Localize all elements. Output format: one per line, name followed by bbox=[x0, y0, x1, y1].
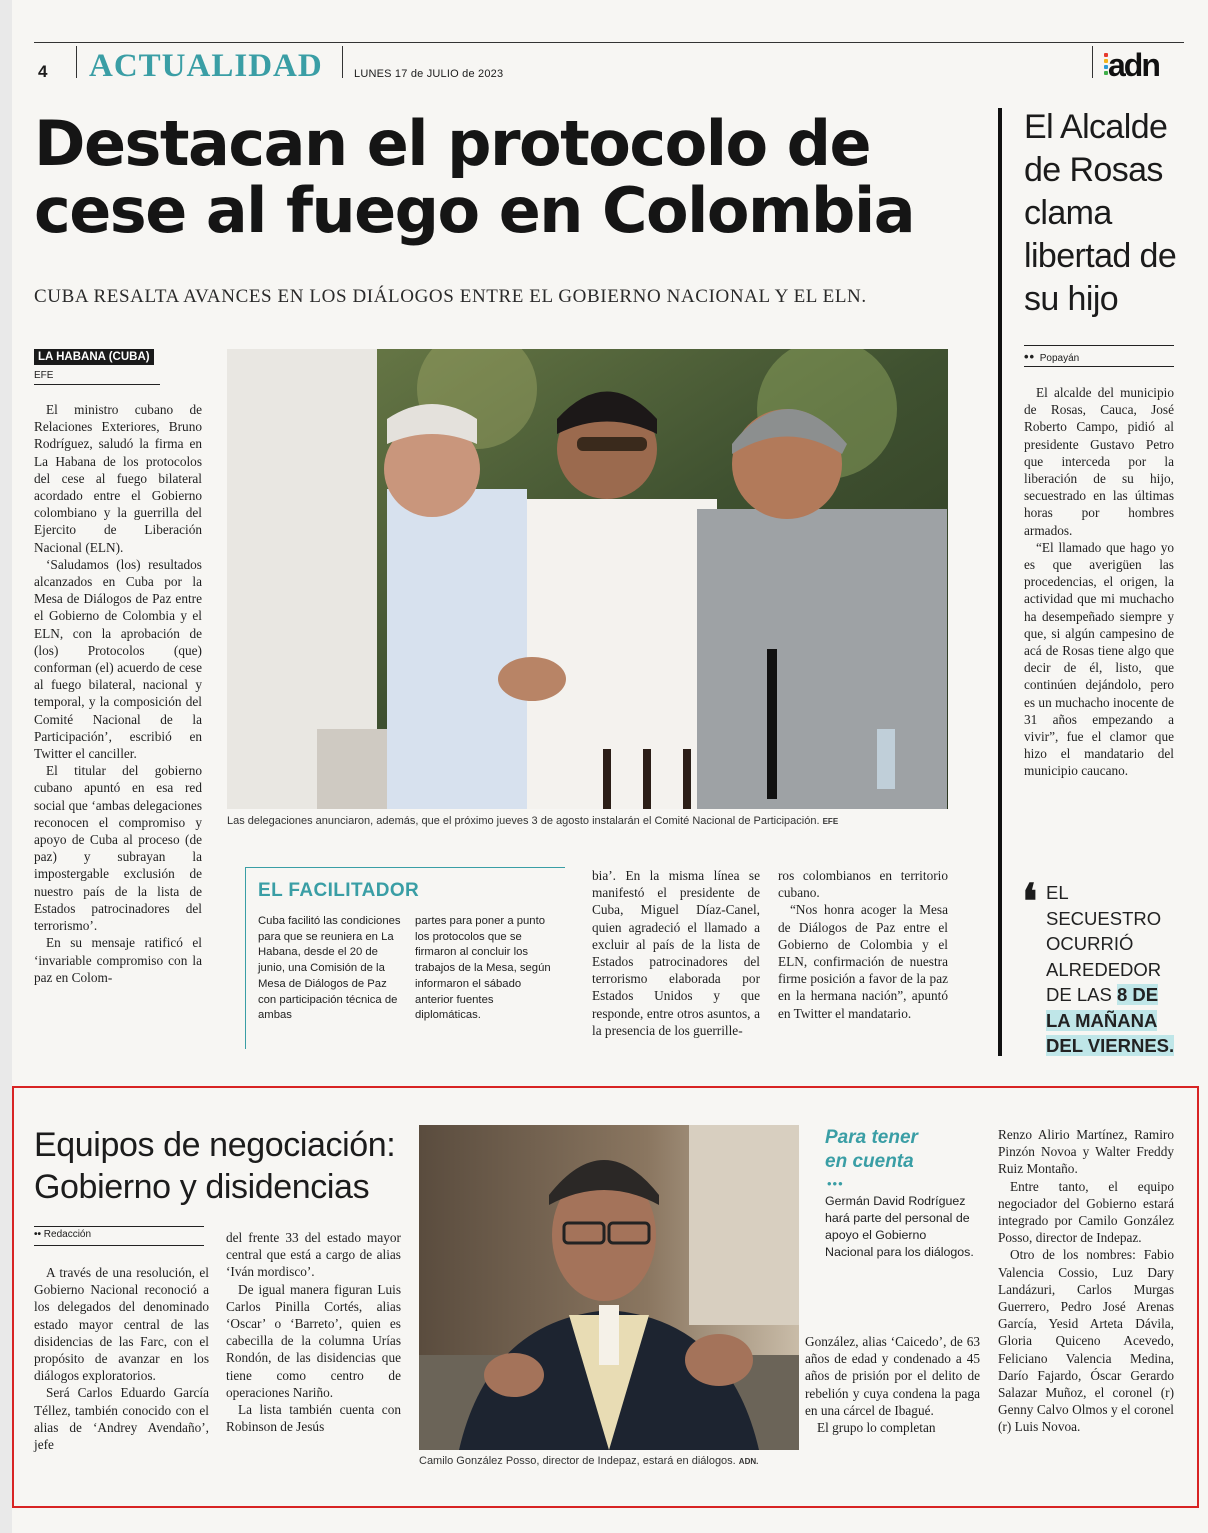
tener-en-cuenta-title bbox=[825, 1126, 918, 1174]
byline-rule bbox=[34, 1245, 204, 1246]
paragraph: El ministro cubano de Relaciones Exteriores, Bruno Rodríguez, saludó la firma en La Habana de los protocolos del cese al fuego bilateral acordado entre el Gobierno colombiano y la guerrilla del Ejercito de Liberación Nacional (ELN). bbox=[34, 402, 202, 555]
byline-rule bbox=[34, 1226, 204, 1227]
facilitador-column-2: partes para poner a punto los protocolos que se firmaron al concluir los trabajos de la Mesa, según informaron el sábado anterior fuentes diplomáticas. bbox=[415, 915, 551, 1022]
quote-text: EL SECUESTRO OCURRIÓ ALREDEDOR DE LAS bbox=[1046, 882, 1162, 1005]
title-line: en cuenta bbox=[825, 1151, 914, 1172]
sidebar-rule bbox=[1024, 345, 1174, 346]
paragraph: bia’. En la misma línea se manifestó el presidente de Cuba, Miguel Díaz-Canel, quien agradeció el llamado a excluir al país de la lista de Estados patrocinadores del terrorismo elaborada por Estados Unidos y que responde, entre otros asuntos, a la presencia de los guerrille- bbox=[592, 868, 760, 1038]
bottom-column-1 bbox=[34, 1264, 209, 1453]
facilitador-title: EL FACILITADOR bbox=[258, 880, 420, 901]
paragraph: Otro de los nombres: Fabio Valencia Cossio, Luz Dary Landázuri, Carlos Murgas Guerrero, Pedro José Arenas García, Yesid Arteta Dávila, Gloria Quiceno Acevedo, Feliciano Valencia Medina, Darío Fajardo, Óscar Gerardo Salazar Muñoz, el coronel (r) Genny Calvo Olmos y el coronel (r) Luis Novoa. bbox=[998, 1247, 1174, 1435]
paragraph: En su mensaje ratificó el ‘invariable compromiso con la paz en Colom- bbox=[34, 935, 202, 985]
quote-highlight: 8 DE LA MAÑANA DEL VIERNES. bbox=[1046, 984, 1175, 1056]
header-divider bbox=[342, 46, 343, 78]
facilitador-column-1: Cuba facilitó las condiciones para que se reuniera en La Habana, desde el 20 de junio, una Comisión de la Mesa de Diálogos de Paz con participación técnica de ambas bbox=[258, 915, 401, 1022]
paragraph: del frente 33 del estado mayor central que está a cargo de alias ‘Iván mordisco’. bbox=[226, 1230, 401, 1280]
paragraph: La lista también cuenta con Robinson de Jesús bbox=[226, 1402, 401, 1435]
paragraph: González, alias ‘Caicedo’, de 63 años de edad y condenado a 45 años de prisión por el delito de rebelión y cuya condena la paga en una cárcel de Ibagué. bbox=[805, 1334, 980, 1418]
paragraph: Renzo Alirio Martínez, Ramiro Pinzón Novoa y Walter Freddy Ruiz Montaño. bbox=[998, 1127, 1174, 1177]
newspaper-page bbox=[12, 0, 1208, 1533]
portrait-photo-illustration bbox=[419, 1125, 799, 1450]
main-column-3 bbox=[592, 867, 760, 1039]
sidebar-title: El Alcalde de Rosas clama libertad de su hijo bbox=[1024, 108, 1177, 318]
paragraph: A través de una resolución, el Gobierno Nacional reconoció a los delegados del denominado estado mayor central de las disidencias de las Farc, con el propósito de avanzar en los diálogos exploratorios. bbox=[34, 1265, 209, 1384]
paragraph: De igual manera figuran Luis Carlos Pinilla Cortés, alias ‘Oscar’ o ‘Barreto’, quien es cabecilla de la columna Urías Rondón, de las disidencias que tiene como centro de operaciones Nariño. bbox=[226, 1281, 401, 1400]
handshake-photo-illustration bbox=[227, 349, 948, 809]
main-subhead: CUBA RESALTA AVANCES EN LOS DIÁLOGOS ENTRE EL GOBIERNO NACIONAL Y EL ELN. bbox=[34, 286, 867, 307]
headline-line: Destacan el protocolo de bbox=[34, 107, 871, 180]
main-photo-caption bbox=[227, 815, 948, 827]
paragraph: “El llamado que hago yo es que averigüen las procedencias, el origen, la actividad que mi muchacho ha desempeñado siempre y que, si algún campesino de acá de Rosas tiene algo que decir de él, listo, que continúen dejándolo, pero es un muchacho inocente de 31 años empezando a vivir”, fue el clamor que hizo el mandatario del municipio caucano. bbox=[1024, 539, 1174, 779]
bottom-photo-caption bbox=[419, 1455, 809, 1467]
main-photo bbox=[227, 349, 948, 809]
paragraph: El grupo lo completan bbox=[817, 1420, 936, 1436]
sidebar-divider bbox=[998, 108, 1002, 1056]
section-title: ACTUALIDAD bbox=[89, 48, 323, 84]
paragraph: Entre tanto, el equipo negociador del Gobierno estará integrado por Camilo González Posso, director de Indepaz. bbox=[998, 1178, 1174, 1246]
tener-dots: ••• bbox=[827, 1176, 844, 1191]
sidebar-body bbox=[1024, 384, 1174, 780]
headline-line: cese al fuego en Colombia bbox=[34, 174, 915, 247]
paragraph: “Nos honra acoger la Mesa de Diálogos de Paz entre el Gobierno de Colombia y el ELN, confirmación de nuestra firme posición a favor de la paz en la hermana nación”, apuntó en Twitter el mandatario. bbox=[778, 902, 948, 1021]
paragraph: ros colombianos en territorio cubano. bbox=[778, 868, 948, 901]
caption-text: Las delegaciones anunciaron, además, que el próximo jueves 3 de agosto instalarán el Comité Nacional de Participación. bbox=[227, 815, 820, 827]
paragraph: El titular del gobierno cubano apuntó en esa red social que ‘ambas delegaciones reconocen el compromiso y apoyo de Cuba al proceso (de paz) y subrayan la impostergable exclusión de nuestro país de la lista de Estados patrocinadores del terrorismo’. bbox=[34, 763, 202, 934]
sidebar-rule bbox=[1024, 366, 1174, 367]
bottom-photo bbox=[419, 1125, 799, 1450]
bottom-column-2 bbox=[226, 1229, 401, 1435]
paragraph: Será Carlos Eduardo García Téllez, también conocido con el alias de ‘Andrey Avendaño’, jefe bbox=[34, 1385, 209, 1453]
header-divider bbox=[76, 46, 77, 78]
main-column-4 bbox=[778, 867, 948, 1022]
paragraph: ‘Saludamos (los) resultados alcanzados en Cuba por la Mesa de Diálogos de Paz entre el Gobierno de Colombia y el ELN, con la aprobación de (los) Protocolos (que) conforman (el) acuerdo de cese al fuego bilateral, nacional y temporal, y la composición del Comité Nacional de la Participación’, escribió en Twitter el canciller. bbox=[34, 556, 202, 762]
source-label: EFE bbox=[34, 370, 54, 381]
adn-logo: adn bbox=[1108, 47, 1159, 83]
title-line: Para tener bbox=[825, 1127, 918, 1148]
bottom-story-byline: •• Redacción bbox=[34, 1229, 92, 1240]
bottom-story-title: Equipos de negociación: Gobierno y disidencias bbox=[34, 1126, 396, 1206]
caption-text: Camilo González Posso, director de Indepaz, estará en diálogos. bbox=[419, 1455, 736, 1467]
source-rule bbox=[34, 384, 160, 385]
byline-text: Redacción bbox=[43, 1229, 92, 1240]
page-number: 4 bbox=[38, 62, 48, 81]
photo-credit: EFE bbox=[822, 817, 839, 826]
bottom-column-4 bbox=[998, 1126, 1174, 1436]
sidebar-byline: •• Popayán bbox=[1024, 349, 1080, 364]
byline-text: Popayán bbox=[1039, 353, 1080, 364]
quote-mark-icon: ❛ bbox=[1022, 874, 1038, 930]
dateline: LA HABANA (CUBA) bbox=[34, 349, 154, 365]
photo-credit: ADN. bbox=[738, 1457, 759, 1466]
paragraph: El alcalde del municipio de Rosas, Cauca, José Roberto Campo, pidió al presidente Gustavo Petro que interceda por la liberación de su hijo, secuestrado en las últimas horas por hombres armados. bbox=[1024, 385, 1174, 538]
header-rule bbox=[34, 42, 1184, 43]
issue-date: LUNES 17 de JULIO de 2023 bbox=[354, 68, 504, 80]
tener-en-cuenta-body: Germán David Rodríguez hará parte del personal de apoyo el Gobierno Nacional para los diálogos. bbox=[825, 1194, 974, 1259]
bottom-column-3 bbox=[805, 1333, 980, 1436]
sidebar-pull-quote bbox=[1046, 880, 1186, 1059]
header-divider bbox=[1092, 46, 1093, 78]
main-column-1 bbox=[34, 401, 202, 986]
main-headline bbox=[34, 107, 994, 247]
